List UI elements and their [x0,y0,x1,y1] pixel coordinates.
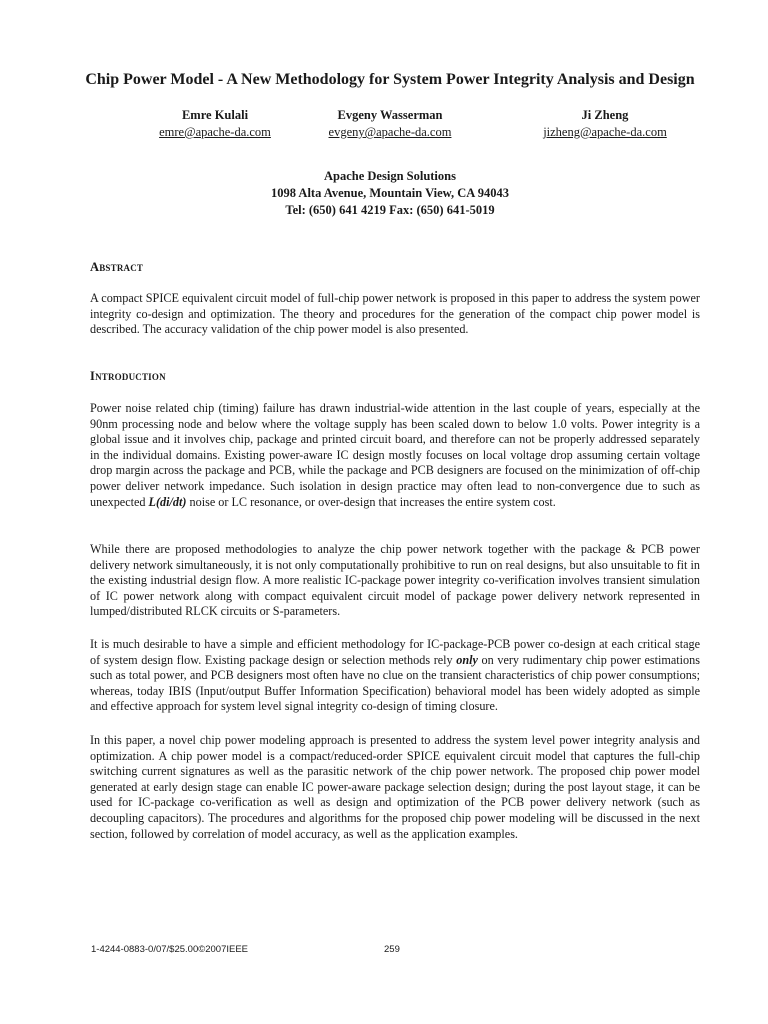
author-email-link[interactable]: emre@apache-da.com [159,125,271,139]
abstract-text: A compact SPICE equivalent circuit model of full-chip power network is proposed in this paper to address the system power integrity co-design and optimization. The theory and procedures for the generation of the compact chip power model is described. The accuracy validation of the chip power model is also presented. [90,291,700,337]
affiliation-phone: Tel: (650) 641 4219 Fax: (650) 641-5019 [285,203,495,217]
author-email-link[interactable]: jizheng@apache-da.com [543,125,667,139]
author-1 [115,107,315,141]
affiliation-org: Apache Design Solutions [324,169,456,183]
emphasis-text: L(di/dt) [148,494,187,509]
paragraph-text: on very rudimentary chip power estimations such as total power, and PCB designers most often have no clue on the transient characteristics of chip power consumptions; whereas, today IBIS (Input/output Buffer Information Specification) behavioral model has been widely adopted as simple and effective approach for system level signal integrity co-design of timing closure. [90,652,700,714]
author-3 [505,107,705,141]
author-2 [290,107,490,141]
author-name: Evgeny Wasserman [337,108,443,122]
paper-title: Chip Power Model - A New Methodology for System Power Integrity Analysis and Design [85,71,695,88]
intro-paragraph-4: In this paper, a novel chip power modeling approach is presented to address the system level power integrity analysis and optimization. A chip power model is a compact/reduced-order SPICE equivalent circuit model that captures the full-chip switching current signatures as well as the parasitic network of the chip power network. The proposed chip power model generated at early design stage can enable IC power-aware package selection design; during the post layout stage, it can be used for IC-package co-verification as well as design and optimization of the PCB power delivery network (such as decoupling capacitors). The procedures and algorithms for the proposed chip power modeling will be discussed in the next section, followed by correlation of model accuracy, as well as the application examples. [90,733,700,841]
author-block [60,107,720,143]
footer-isbn: 1-4244-0883-0/07/$25.00©2007IEEE [91,944,249,955]
paragraph-text: It is much desirable to have a simple and efficient methodology for IC-package-PCB power co-design at each critical stage of system design flow. Existing package design or selection methods rely [90,637,700,667]
intro-paragraph-2: While there are proposed methodologies to analyze the chip power network together with the package & PCB power delivery network simultaneously, it is not only computationally prohibitive to run on real designs, but also unsuitable to fit in the existing industrial design flow. A more realistic IC-package power integrity co-verification involves transient simulation of IC power network along with compact equivalent circuit model of package power delivery network represented in lumped/distributed RLCK circuits or S-parameters. [90,542,700,619]
paragraph-text: Power noise related chip (timing) failure has drawn industrial-wide attention in the last couple of years, especially at the 90nm processing node and below where the voltage supply has been scaled down to below 1.0 volts. Power integrity is a global issue and it involves chip, package and printed circuit board, and therefore can not be properly addressed separately in the individual domains. Existing power-aware IC design mostly focuses on local voltage drop assuming certain voltage drop margin across the package and PCB, while the package and PCB designers are focused on the minimization of off-chip power deliver network impedance. Such isolation in design practice may often lead to non-convergence due to such as unexpected [90,401,700,509]
paragraph-text: noise or LC resonance, or over-design that increases the entire system cost. [186,494,556,509]
page-number: 259 [384,944,400,955]
emphasis-text: only [456,652,478,667]
affiliation-block [60,168,720,219]
intro-paragraph-1 [90,401,700,510]
author-email-link[interactable]: evgeny@apache-da.com [328,125,452,139]
intro-paragraph-3 [90,637,700,715]
introduction-heading: Introduction [90,369,166,383]
affiliation-address: 1098 Alta Avenue, Mountain View, CA 94043 [271,186,509,200]
author-name: Ji Zheng [581,108,629,122]
abstract-heading: Abstract [90,260,144,274]
author-name: Emre Kulali [181,108,249,122]
